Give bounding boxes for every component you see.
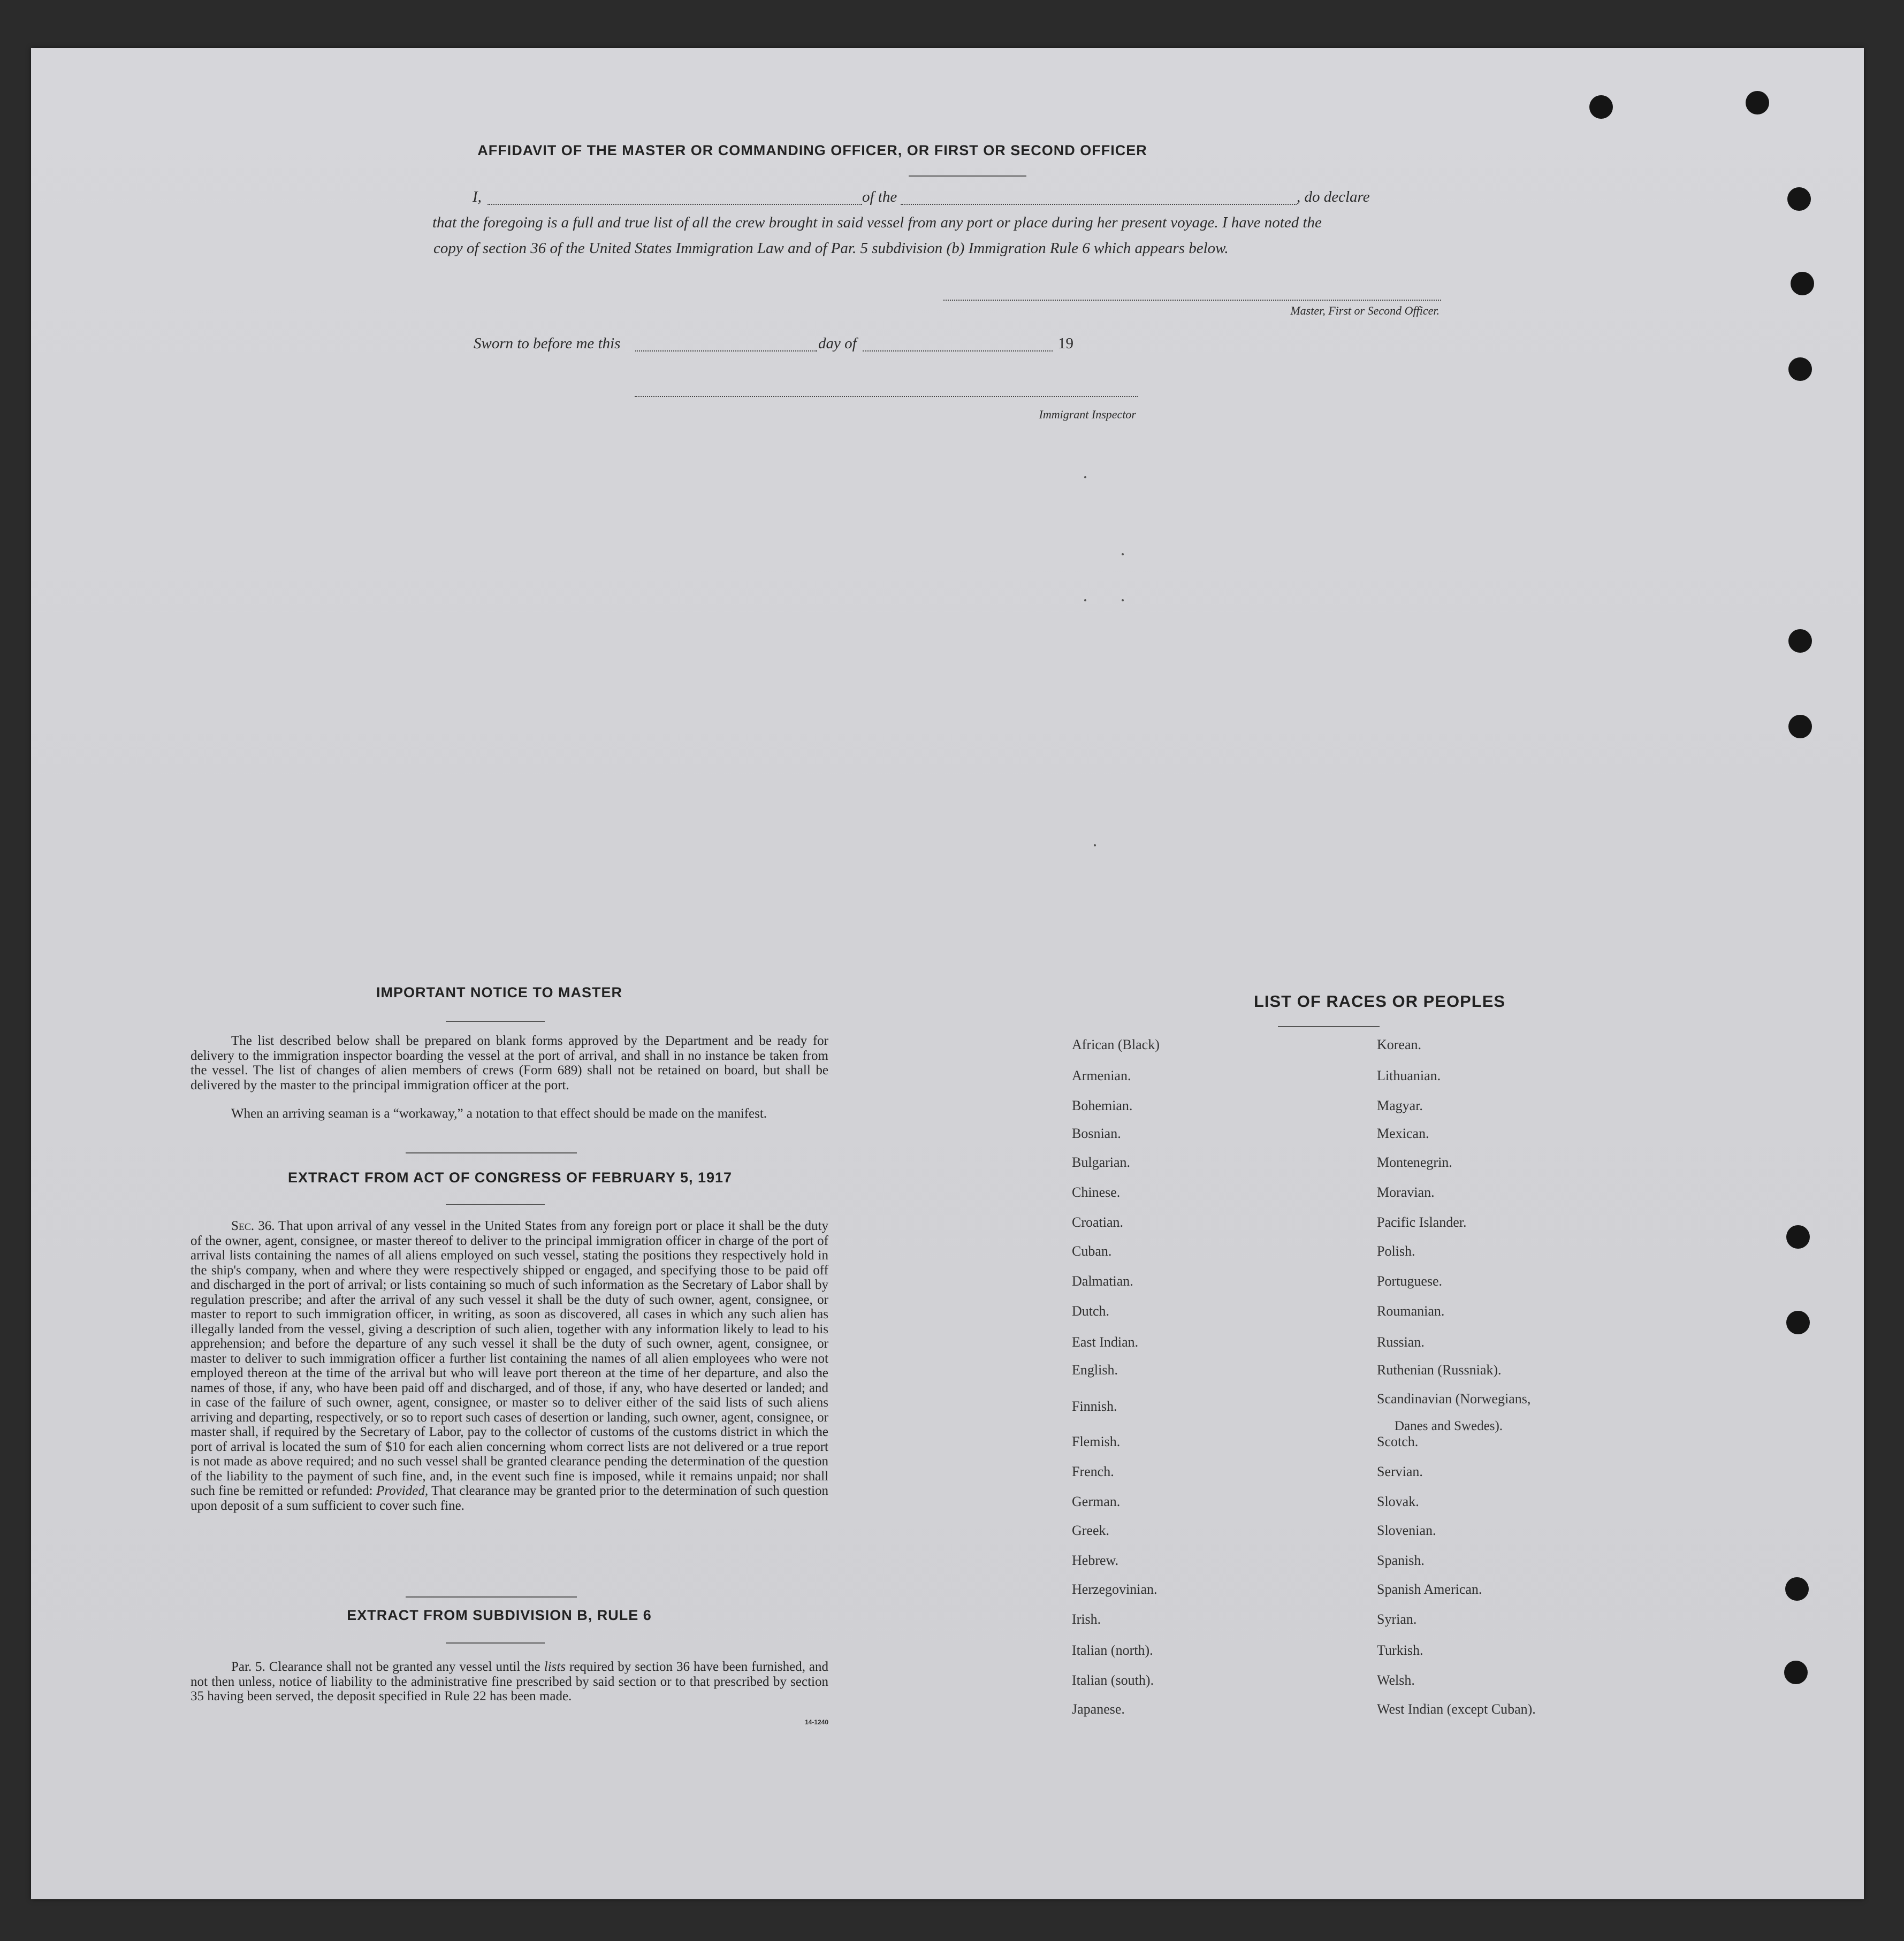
act-extract-title: EXTRACT FROM ACT OF CONGRESS OF FEBRUARY 5, 1917 — [287, 1170, 733, 1186]
affidavit-i: I, — [473, 188, 482, 205]
master-signature-line — [943, 300, 1441, 301]
race-right-item: Roumanian. — [1377, 1303, 1445, 1319]
speck — [1122, 599, 1124, 601]
affidavit-line3: copy of section 36 of the United States Immigration Law and of Par. 5 subdivision (b) Immigration Rule 6 which appears below. — [433, 240, 1229, 257]
race-left-item: Japanese. — [1072, 1701, 1125, 1717]
race-right-item: Lithuanian. — [1377, 1068, 1441, 1083]
punch-hole — [1786, 1225, 1810, 1249]
notice-title: IMPORTANT NOTICE TO MASTER — [376, 984, 622, 1000]
sworn-day-of: day of — [818, 335, 857, 352]
affidavit-title: AFFIDAVIT OF THE MASTER OR COMMANDING OFFICER, OR FIRST OR SECOND OFFICER — [477, 142, 1147, 158]
document-sheet — [31, 48, 1864, 1899]
race-right-item: Mexican. — [1377, 1126, 1429, 1141]
sworn-line — [474, 335, 1169, 356]
notice-underline — [446, 1021, 545, 1022]
race-left-item: East Indian. — [1072, 1334, 1139, 1350]
act-extract-body — [191, 1219, 828, 1513]
notice-paragraph: The list described below shall be prepared on blank forms approved by the Department and be ready for delivery to the immigration inspector boarding the vessel at the port of arrival, and shall in no instance be taken from the vessel. The list of changes of alien members of crews (Form 689) shall not be retained on board, but shall be delivered by the master to the principal immigration officer at the port. — [191, 1034, 828, 1092]
punch-hole — [1787, 187, 1811, 211]
race-right-item: Servian. — [1377, 1464, 1423, 1479]
race-right-item: Russian. — [1377, 1334, 1425, 1350]
race-left-item: Greek. — [1072, 1523, 1110, 1538]
race-left-item: Italian (south). — [1072, 1672, 1154, 1688]
section-divider — [406, 1596, 577, 1598]
sworn-prefix: Sworn to before me this — [474, 335, 621, 352]
punch-hole — [1589, 95, 1613, 119]
punch-hole — [1788, 715, 1812, 738]
race-right-item: Slovak. — [1377, 1494, 1419, 1509]
race-left-item: English. — [1072, 1362, 1118, 1378]
race-right-item: Moravian. — [1377, 1185, 1435, 1200]
race-left-item: Dutch. — [1072, 1303, 1110, 1319]
act-text: That upon arrival of any vessel in the United States from any foreign port or place it shall be the duty of the owner, agent, consignee, or master thereof to deliver to the principal immigration officer in charge of the port of arrival lists containing the names of all aliens employed on such vessel, stating the positions they respectively hold in the ship's company, when and where they were respectively shipped or engaged, and specifying those to be paid off and discharged in the port of arrival; or lists containing so much of such information as the Secretary of Labor shall by regulation prescribe; and after the arrival of any such vessel it shall be the duty of such owner, agent, consignee, or master to report to such immigration officer, in writing, as soon as discovered, all cases in which any such alien has illegally landed from the vessel, giving a description of such alien, together with any information likely to lead to his apprehension; and before the departure of any such vessel it shall be the duty of such owner, agent, consignee, or master to deliver to such immigration officer a further list containing the names of all alien employees who were not employed thereon at the time of the arrival but who will leave port thereon at the time of her departure, and also the names of those, if any, who have been paid off and discharged, and of those, if any, who have deserted or landed; and in case of the failure of such owner, agent, consignee, or master so to deliver either of the said lists of such aliens arriving and departing, respectively, or so to report such cases of desertion or landing, such owner, agent, consignee, or master shall, if required by the Secretary of Labor, pay to the collector of customs of the customs district in which the port of arrival is located the sum of $10 for each alien concerning whom correct lists are not delivered or a true report is not made as above required; and no such vessel shall be granted clearance pending the determination of the question of the liability to the payment of such fine, and, in the event such fine is imposed, while it remains unpaid; nor shall such fine be remitted or refunded: — [191, 1219, 828, 1498]
title-underline — [909, 175, 1026, 177]
race-right-item: Portuguese. — [1377, 1273, 1443, 1289]
speck — [1122, 553, 1124, 555]
master-signature-label: Master, First or Second Officer. — [1290, 304, 1440, 317]
race-right-item: West Indian (except Cuban). — [1377, 1701, 1536, 1717]
race-right-item: Syrian. — [1377, 1611, 1417, 1627]
rule-text-start: Par. 5. Clearance shall not be granted any vessel until the — [231, 1660, 540, 1674]
race-left-item: Flemish. — [1072, 1434, 1121, 1449]
race-left-item: Cuban. — [1072, 1243, 1112, 1259]
races-underline — [1278, 1026, 1380, 1027]
race-left-item: Dalmatian. — [1072, 1273, 1133, 1289]
affidavit-declare: , do declare — [1297, 188, 1370, 205]
race-right-item: Spanish. — [1377, 1553, 1425, 1568]
speck — [1084, 599, 1086, 601]
punch-hole — [1785, 1577, 1809, 1601]
form-number: 14-1240 — [804, 1718, 828, 1726]
race-left-item: Bohemian. — [1072, 1098, 1133, 1113]
race-left-item: Hebrew. — [1072, 1553, 1119, 1568]
race-scandinavian-cont: Danes and Swedes). — [1395, 1419, 1503, 1433]
punch-hole — [1791, 272, 1814, 295]
rule-text-end: required by section 36 have been furnished, and not then unless, notice of liability to the administrative fine prescribed by said section or to that prescribed by section 35 having been served, the deposit specified in Rule 22 has been made. — [191, 1660, 828, 1703]
race-left-item: Finnish. — [1072, 1399, 1117, 1414]
race-left-item: Italian (north). — [1072, 1642, 1153, 1658]
race-left-item: Herzegovinian. — [1072, 1581, 1157, 1597]
race-left-item: Irish. — [1072, 1611, 1101, 1627]
race-left-item: Armenian. — [1072, 1068, 1131, 1083]
notice-workaway: When an arriving seaman is a “workaway,” a notation to that effect should be made on the manifest. — [231, 1106, 767, 1121]
race-right-item: Korean. — [1377, 1037, 1422, 1052]
inspector-signature-line — [635, 396, 1138, 397]
sworn-year: 19 — [1058, 335, 1073, 352]
punch-hole — [1788, 629, 1812, 653]
races-title: LIST OF RACES OR PEOPLES — [1253, 992, 1506, 1011]
section-divider — [406, 1152, 577, 1153]
rule-underline — [446, 1642, 545, 1644]
race-right-item: Slovenian. — [1377, 1523, 1436, 1538]
punch-hole — [1746, 91, 1769, 114]
month-blank — [863, 350, 1053, 351]
name-blank — [488, 204, 862, 205]
race-right-item: Turkish. — [1377, 1642, 1423, 1658]
race-right-item: Montenegrin. — [1377, 1155, 1452, 1170]
race-right-item: Pacific Islander. — [1377, 1214, 1467, 1230]
race-right-item: Polish. — [1377, 1243, 1415, 1259]
rule-extract-body — [191, 1660, 828, 1704]
punch-hole — [1786, 1311, 1810, 1334]
punch-hole — [1784, 1661, 1808, 1684]
affidavit-line1 — [473, 188, 1479, 210]
race-left-item: Chinese. — [1072, 1185, 1121, 1200]
race-left-item: Bulgarian. — [1072, 1155, 1131, 1170]
race-right-item: Spanish American. — [1377, 1581, 1482, 1597]
vessel-blank — [901, 204, 1297, 205]
act-text-end: That clearance may be granted prior to the determination of such question upon deposit of a sum sufficient to cover such fine. — [191, 1484, 829, 1513]
race-right-item: Scotch. — [1377, 1434, 1419, 1449]
rule-lists: lists — [544, 1660, 566, 1674]
race-left-item: Bosnian. — [1072, 1126, 1121, 1141]
speck — [1094, 844, 1096, 846]
affidavit-line2: that the foregoing is a full and true list of all the crew brought in said vessel from any port or place during her present voyage. I have noted the — [432, 214, 1322, 231]
punch-hole — [1788, 357, 1812, 381]
sec-label: Sec. 36. — [231, 1219, 275, 1233]
inspector-label: Immigrant Inspector — [1039, 408, 1136, 421]
speck — [1084, 476, 1086, 478]
act-underline — [446, 1204, 545, 1205]
race-right-item: Magyar. — [1377, 1098, 1423, 1113]
race-right-item: Scandinavian (Norwegians, — [1377, 1391, 1531, 1407]
rule-extract-title: EXTRACT FROM SUBDIVISION B, RULE 6 — [347, 1607, 652, 1623]
affidavit-of-the: of the — [862, 188, 897, 205]
race-left-item: African (Black) — [1072, 1037, 1160, 1052]
race-left-item: French. — [1072, 1464, 1114, 1479]
act-provided: Provided, — [376, 1484, 429, 1498]
race-right-item: Welsh. — [1377, 1672, 1415, 1688]
race-left-item: Croatian. — [1072, 1214, 1124, 1230]
race-right-item: Ruthenian (Russniak). — [1377, 1362, 1502, 1378]
day-blank — [635, 350, 817, 351]
race-left-item: German. — [1072, 1494, 1121, 1509]
